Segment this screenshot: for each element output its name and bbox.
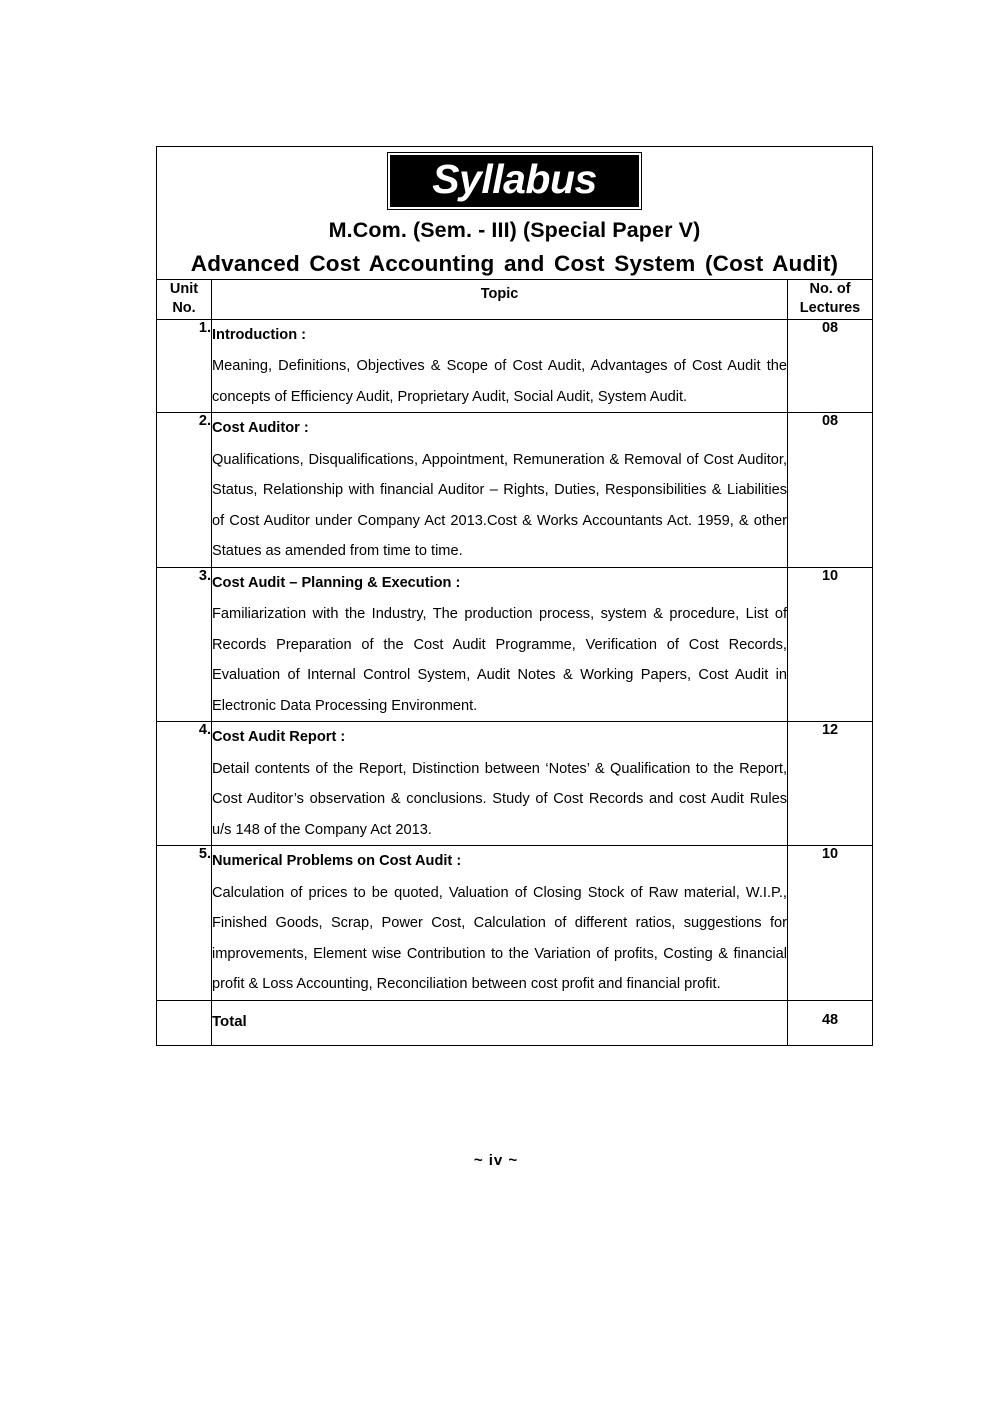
lecture-count: 10 <box>788 846 873 1001</box>
lecture-count: 08 <box>788 413 873 568</box>
topic-body: Qualifications, Disqualifications, Appointment, Remuneration & Removal of Cost Auditor, Status, Relationship with financial Auditor – Rights, Duties, Responsibilities & Liabilities of Cost Auditor under Company Act 2013.Cost & Works Accountants Act. 1959, & other Statues as amended from time to time. <box>212 451 787 560</box>
table-column-header-row <box>157 279 873 319</box>
table-row <box>157 846 873 1001</box>
topic-heading: Cost Audit – Planning & Execution : <box>212 574 461 591</box>
unit-number: 2. <box>157 413 212 568</box>
topic-content <box>212 413 788 568</box>
unit-number: 3. <box>157 567 212 722</box>
topic-body: Meaning, Definitions, Objectives & Scope of Cost Audit, Advantages of Cost Audit the concepts of Efficiency Audit, Proprietary Audit, Social Audit, System Audit. <box>212 358 787 405</box>
table-row <box>157 413 873 568</box>
topic-content <box>212 722 788 846</box>
table-total-row <box>157 1000 873 1045</box>
column-header-unit-no-line1: Unit <box>169 280 199 297</box>
topic-body: Familiarization with the Industry, The production process, system & procedure, List of Records Preparation of the Cost Audit Programme, Verification of Cost Records, Evaluation of Internal Control System, Audit Notes & Working Papers, Cost Audit in Electronic Data Processing Environment. <box>212 606 787 714</box>
topic-heading: Cost Auditor : <box>212 420 309 437</box>
total-label-cell <box>212 1000 788 1045</box>
table-header-banner-row <box>157 147 873 280</box>
topic-content <box>212 846 788 1001</box>
topic-body: Calculation of prices to be quoted, Valuation of Closing Stock of Raw material, W.I.P., Finished Goods, Scrap, Power Cost, Calculation of different ratios, suggestions for improvements, Element wise Contribution to the Variation of profits, Costing & financial profit & Loss Accounting, Reconciliation between cost profit and financial profit. <box>212 884 787 993</box>
table-row <box>157 319 873 413</box>
syllabus-banner: Syllabus <box>388 153 641 209</box>
table-row <box>157 722 873 846</box>
unit-number: 5. <box>157 846 212 1001</box>
topic-content <box>212 567 788 722</box>
column-header-unit-no <box>157 279 212 319</box>
column-header-lectures <box>788 279 873 319</box>
document-header-cell <box>157 147 873 280</box>
table-row <box>157 567 873 722</box>
topic-heading: Cost Audit Report : <box>212 729 346 746</box>
topic-body: Detail contents of the Report, Distinction between ‘Notes’ & Qualification to the Report, Cost Auditor’s observation & conclusions. Study of Cost Records and cost Audit Rules u/s 148 of the Company Act 2013. <box>212 760 787 838</box>
syllabus-banner-wrap <box>157 147 872 211</box>
total-label: Total <box>212 1012 247 1030</box>
column-header-lectures-line1: No. of <box>809 280 851 297</box>
topic-heading: Numerical Problems on Cost Audit : <box>212 853 462 870</box>
column-header-unit-no-line2: No. <box>172 300 196 317</box>
syllabus-table <box>156 146 873 1046</box>
lecture-count: 08 <box>788 319 873 413</box>
topic-heading: Introduction : <box>212 326 307 343</box>
unit-number: 1. <box>157 319 212 413</box>
column-header-lectures-line2: Lectures <box>799 300 861 317</box>
column-header-topic: Topic <box>212 279 788 319</box>
total-lecture-count: 48 <box>788 1000 873 1045</box>
course-title-line-1: M.Com. (Sem. - III) (Special Paper V) <box>328 218 701 243</box>
lecture-count: 10 <box>788 567 873 722</box>
lecture-count: 12 <box>788 722 873 846</box>
page-number-footer: ~ iv ~ <box>473 1152 519 1169</box>
topic-content <box>212 319 788 413</box>
course-title-line-2: Advanced Cost Accounting and Cost System (Cost Audit) <box>190 250 839 276</box>
total-unit-number <box>157 1000 212 1045</box>
unit-number: 4. <box>157 722 212 846</box>
